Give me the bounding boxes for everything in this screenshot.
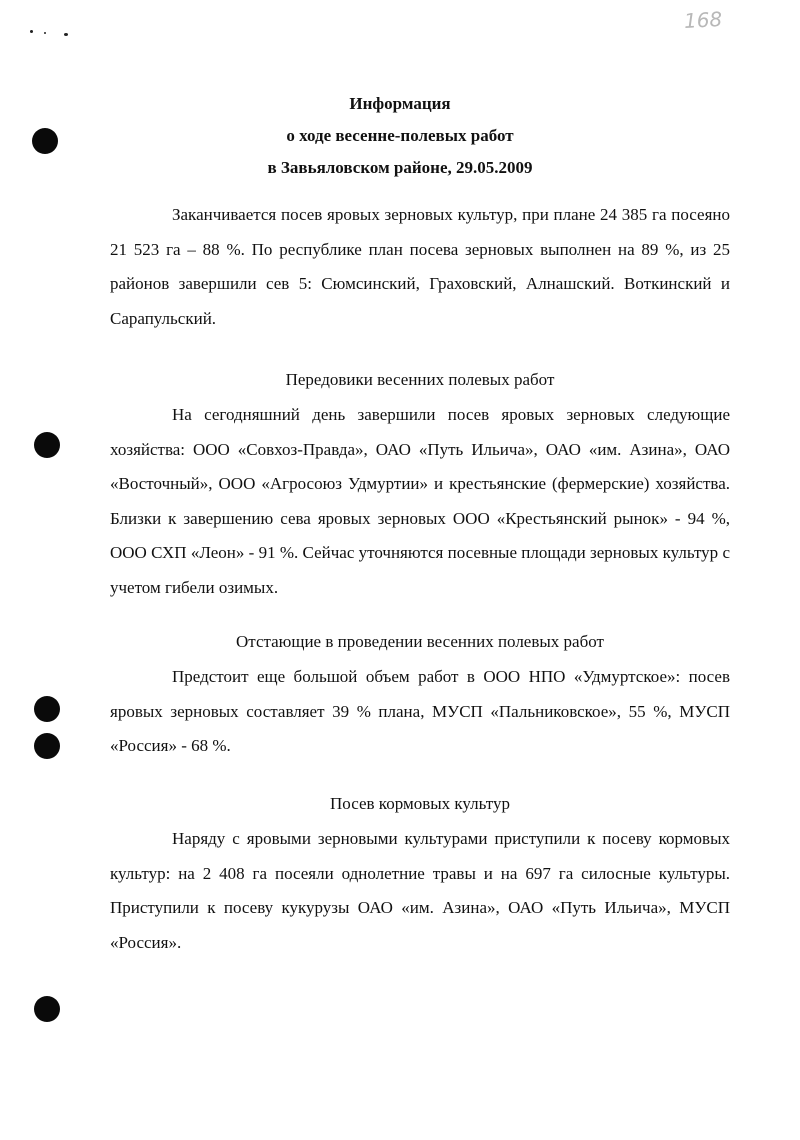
title-line-1: Информация [349, 94, 451, 113]
section-heading-leaders: Передовики весенних полевых работ [285, 370, 555, 389]
section-body-laggards: Предстоит еще большой объем работ в ООО НПО «Удмуртское»: посев яровых зерновых составляет 39 % плана, МУСП «Пальниковское», 55 %, МУСП «Россия» - 68 %. [110, 667, 730, 755]
punch-hole [34, 996, 60, 1022]
title-line-2: о ходе весенне-полевых работ [286, 126, 514, 145]
section-body-leaders: На сегодняшний день завершили посев яровых зерновых следующие хозяйства: ООО «Совхоз-Правда», ОАО «Путь Ильича», ОАО «им. Азина», ОАО «Восточный», ООО «Агросоюз Удмуртии» и крестьянские (фермерские) хозяйства. Близки к завершению сева яровых зерновых ООО «Крестьянский рынок» - 94 %, ООО СХП «Леон» - 91 %. Сейчас уточняются посевные площади зерновых культур с учетом гибели озимых. [110, 405, 730, 597]
scan-speck [44, 32, 46, 34]
section-heading-laggards: Отстающие в проведении весенних полевых работ [236, 632, 604, 651]
section-body-fodder: Наряду с яровыми зерновыми культурами приступили к посеву кормовых культур: на 2 408 га посеяли однолетние травы и на 697 га силосные культуры. Приступили к посеву кукурузы ОАО «им. Азина», ОАО «Путь Ильича», МУСП «Россия». [110, 829, 730, 952]
document-title [0, 88, 800, 184]
scan-speck [64, 33, 68, 36]
punch-hole [34, 733, 60, 759]
title-line-3: в Завьяловском районе, 29.05.2009 [267, 158, 533, 177]
punch-hole [34, 696, 60, 722]
section-heading-fodder: Посев кормовых культур [330, 794, 510, 813]
page-number: 168 [683, 7, 723, 33]
intro-paragraph: Заканчивается посев яровых зерновых культур, при плане 24 385 га посеяно 21 523 га – 88 %. По республике план посева зерновых выполнен на 89 %, из 25 районов завершили сев 5: Сюмсинский, Граховский, Алнашский. Воткинский и Сарапульский. [110, 205, 730, 328]
punch-hole [34, 432, 60, 458]
scan-speck [30, 30, 33, 33]
